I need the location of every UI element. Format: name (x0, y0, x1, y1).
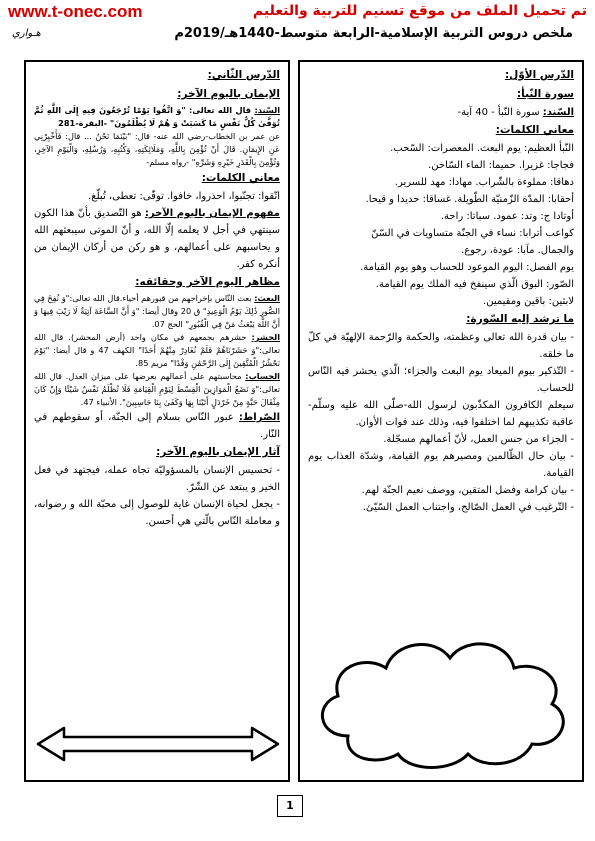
lesson2-faith-heading: الإيمان باليوم الآخر: (177, 88, 280, 100)
lesson2-sanad-label: السّند: (254, 105, 280, 115)
lesson1-meaning: أوتادا ج: وتد: عمود. سباتا: راحة. (440, 211, 574, 222)
lesson1-meaning: النّبأ العظيم: يوم البعث. المعصرات: السّحب. (390, 143, 574, 154)
lesson1-meaning: دهاقا: مملوءة بالشّراب. مهادا: مهد للسرير. (394, 177, 574, 188)
lesson1-guide-item: - بيان حال الظّالمين ومصيرهم يوم القيامة، وشدّة العذاب يوم القيامة. (308, 451, 574, 479)
lesson2-hisab-label: الحساب: (245, 371, 280, 381)
lesson2-concept-label: مفهوم الإيمان باليوم الآخر: (144, 208, 280, 219)
download-banner-url[interactable]: www.t-onec.com (8, 2, 143, 21)
lesson1-guide-title: ما ترشد إليه السّورة: (466, 313, 574, 325)
lesson2-column (24, 60, 290, 782)
cloud-shape-icon (308, 624, 576, 774)
lesson1-guide-item: - التّرغيب في العمل الصّالح، واجتناب العمل السّيّئ. (362, 502, 574, 513)
lesson1-meaning: كواعب أترابا: نساء في الجنّة متساويات في السّنّ (371, 228, 574, 239)
lesson2-aspect-hisab (34, 370, 280, 409)
lesson2-meaning: اتّقوا: تجنّبوا، احذروا، خافوا. توفّى: تعطى، تُبلّغ. (88, 191, 280, 202)
lesson2-sanad-text: قال الله تعالى: "وَ اتَّقُوا يَوْمًا تُرْجَعُونَ فِيهِ إِلَى اللَّهِ ثُمَّ تُوَفَّىٰ كُلُّ نَفْسٍ مَا كَسَبَتْ وَ هُمْ لَا يُظْلَمُونَ" -البقرة-281 (34, 105, 280, 128)
lesson2-effect-item: - تحسيس الإنسان بالمسؤوليّة تجاه عمله، فيجتهد في فعل الخير و يبتعد عن الشّرّ. (34, 465, 280, 493)
page-subtitle: ملخص دروس التربية الإسلامية-الرابعة متوسط-1440هـ/2019م (174, 26, 573, 41)
lesson1-meaning: أحقابا: المدّة الزّمنيّة الطّويلة. غساقا: حديدا و قيحا. (365, 194, 574, 205)
lesson1-guide-item: - بيان كرامة وفضل المتقين، ووصف نعيم الجنّة لهم. (361, 485, 574, 496)
lesson1-meanings-title: معاني الكلمات: (495, 124, 574, 136)
lesson1-meaning: الصّور: البوق الّذي سينفخ فيه الملك يوم القيامة. (375, 279, 574, 290)
page-number: 1 (277, 795, 303, 817)
lesson1-guide-item: - التّذكير بيوم الميعاد يوم البعث والجزاء؛ الّذي يحشر فيه النّاس للحساب. (308, 366, 574, 394)
lesson1-meaning: والجمال. مآبا: عودة، رجوع. (461, 245, 574, 256)
lesson2-sirat-label: الصّراط: (238, 412, 280, 423)
lesson1-title: الدّرس الأوّل: (504, 69, 574, 81)
lesson2-hisab-text: محاسبتهم على أعمالهم بعرضها على ميزان العدل. قال الله تعالى:"وَ نَضَعُ الْمَوَازِينَ الْقِسْطَ لِيَوْمِ الْقِيَامَةِ فَلَا تُظْلَمُ نَفْسٌ شَيْئًا وَإِنْ كَانَ مِثْقَالَ حَبَّةٍ مِنْ خَرْدَلٍ أَتَيْنَا بِهَا وَكَفَىٰ بِنَا حَاسِبِينَ". الأنبياء 47. (34, 371, 280, 407)
lesson2-concept-text: هو التّصديق بأنّ هذا الكون سينتهي في أجل لا يعلمه إلّا الله، و أنّ الموتى سيبعثهم الله و يحاسبهم على أعمالهم، و هو ركن من أركان الإيمان من أنكره كفر. (34, 208, 280, 270)
lesson2-hadith: عن عمر بن الخطاب-رضي الله عنه- قال: "بَيْنَمَا نَحْنُ ... قال: فَأَخْبِرْنِي عَنِ الإِيمَانِ. قَالَ أَنْ تُؤْمِنَ بِاللَّهِ، وَمَلَائِكَتِهِ، وَكُتُبِهِ، وَرُسُلِهِ، وَالْيَوْمِ الآخِرِ، وَتُؤْمِنَ بِالْقَدَرِ خَيْرِهِ وَشَرِّهِ" -رواه مسلم- (34, 131, 280, 167)
lesson2-effects-title: آثار الإيمان باليوم الآخر: (156, 446, 280, 458)
download-banner-text: تم تحميل الملف من موقع تسنيم للتربية والتعليم (252, 3, 587, 19)
lesson1-guide-item: - بيان قدرة الله تعالى وعظمته، والحكمة والرّحمة الإلهيّة في كلّ ما خلقه. (308, 332, 574, 360)
lesson2-aspect-sirat (34, 409, 280, 443)
lesson2-effect-item: - يجعل لحياة الإنسان غاية للوصول إلى محبّة الله و رضوانه، و معاملة النّاس بالّتي هي أحسن. (34, 499, 280, 527)
lesson2-ba3th-text: بعث النّاس بإخراجهم من قبورهم أحياء.قال الله تعالى:"وَ نُفِخَ فِي الصُّورِ ذَٰلِكَ يَوْمُ الْوَعِيدِ" ق 20 وقال أيضا: "وَ أَنَّ السَّاعَةَ آتِيَةٌ لَا رَيْبَ فِيهَا وَ أَنَّ اللَّهَ يَبْعَثُ مَنْ فِي الْقُبُورِ" الحج 07. (34, 293, 280, 329)
lesson1-meaning: فجاجا: غزيرا. حميما: الماء السّاخن. (428, 160, 574, 171)
lesson2-aspect-ba3th (34, 292, 280, 331)
lesson2-sanad (34, 104, 280, 130)
lesson2-sirat-text: عبور النّاس بسلام إلى الجنّة، أو سقوطهم في النّار. (34, 412, 280, 440)
lesson2-ba3th-label: البعث: (254, 293, 280, 303)
lesson1-guide-item: سيعلم الكافرون المكذّبون لرسول الله-صلّى الله عليه وسلّم-عاقبة تكذيبهم لما اختلفوا فيه، وذلك عند فوات الأوان. (308, 400, 574, 428)
lesson1-meaning: لابثين: باقين ومقيمين. (483, 296, 574, 307)
lesson2-hashr-text: حشرهم بجمعهم في مكان واحد (أرض المحشر). قال الله تعالى:"وَ حَشَرْنَاهُمْ فَلَمْ نُغَادِرْ مِنْهُمْ أَحَدًا" الكهف 47 و قال أيضا: "يَوْمَ نَحْشُرُ الْمُتَّقِينَ إِلَى الرَّحْمَٰنِ وَفْدًا" مريم 85. (34, 332, 280, 368)
double-arrow-icon (34, 726, 282, 762)
lesson2-meanings-title: معاني الكلمات: (201, 172, 280, 184)
lesson2-hashr-label: الحشر: (251, 332, 280, 342)
lesson1-column (298, 60, 584, 782)
lesson1-sanad (308, 104, 574, 121)
lesson1-meaning: يوم الفصل: اليوم الموعود للحساب وهو يوم القيامة. (360, 262, 574, 273)
author-name: هـواري (12, 28, 41, 39)
lesson1-surah: سورة النّبأ: (516, 88, 574, 100)
lesson2-aspect-hashr (34, 331, 280, 370)
lesson1-guide-item: - الجزاء من جنس العمل، لأنّ أعمالهم مسجّلة. (383, 434, 574, 445)
lesson1-sanad-text: سورة النّبأ - 40 آية- (457, 107, 543, 118)
lesson1-sanad-label: السّند: (542, 107, 574, 118)
lesson2-title: الدّرس الثّاني: (207, 69, 280, 81)
lesson2-concept (34, 205, 280, 273)
lesson2-aspects-title: مظاهر اليوم الآخر وحقائقه: (135, 276, 280, 288)
